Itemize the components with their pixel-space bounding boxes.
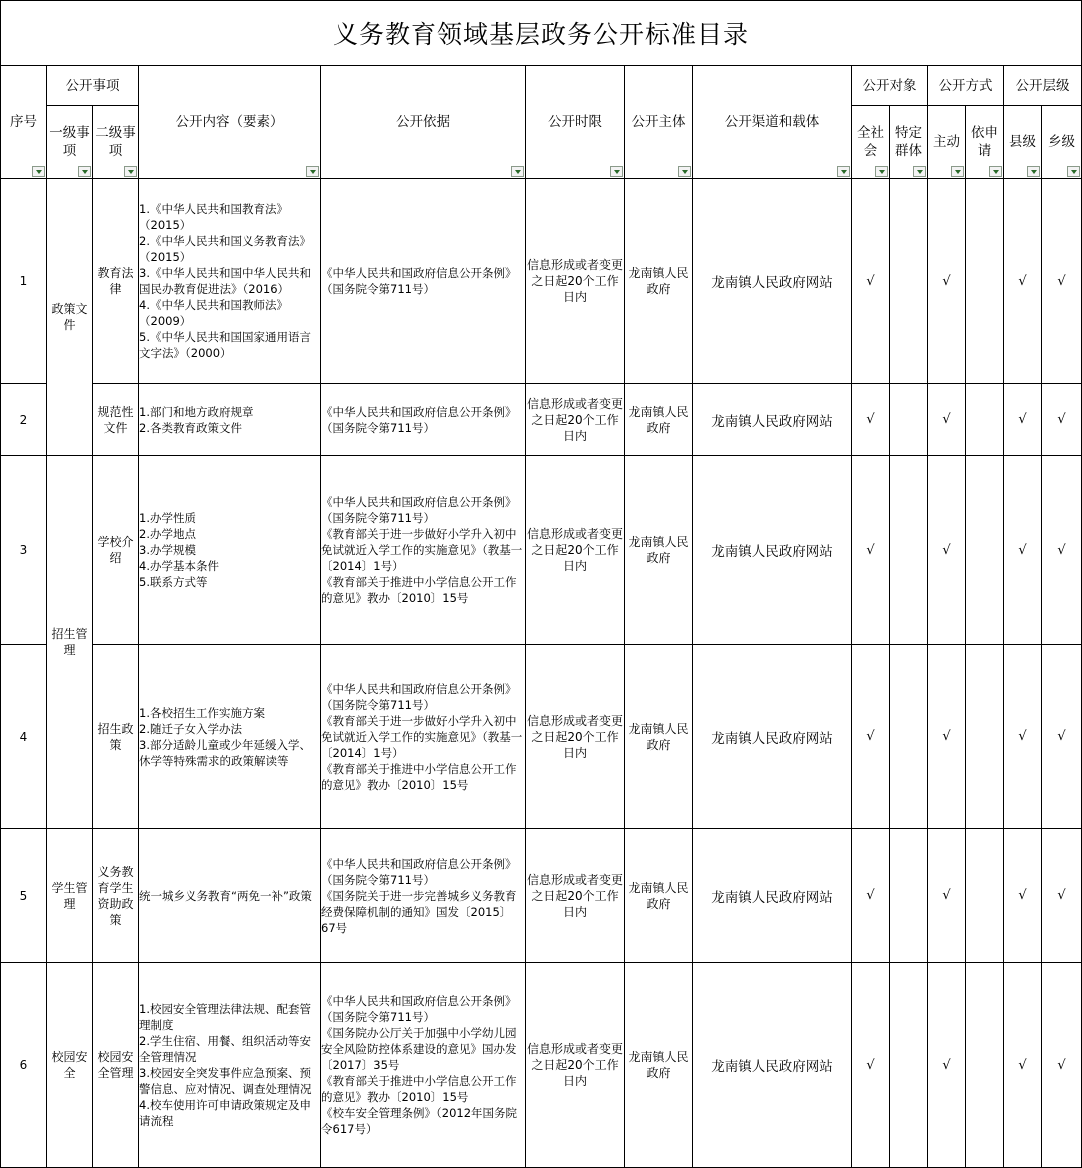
row-channel: 龙南镇人民政府网站	[693, 963, 852, 1168]
table-title-text: 义务教育领域基层政务公开标准目录	[333, 20, 750, 49]
table-title	[1, 1, 1082, 66]
row-level2: 规范性文件	[93, 384, 139, 456]
content-item: 2.各类教育政策文件	[139, 420, 242, 435]
content-item: 4.校车使用许可申请政策规定及申请流程	[139, 1098, 311, 1128]
row-subject: 龙南镇人民政府	[625, 829, 693, 963]
filter-dropdown-icon[interactable]	[1027, 166, 1040, 177]
row-target-all-check: √	[852, 456, 890, 645]
header-items-group: 公开事项	[47, 66, 139, 106]
header-content: 公开内容（要素）	[139, 66, 321, 179]
content-item: 1.校园安全管理法律法规、配套管理制度	[139, 1002, 311, 1032]
header-mode-active: 主动	[928, 106, 966, 179]
row-target-all-check: √	[852, 963, 890, 1168]
row-channel: 龙南镇人民政府网站	[693, 456, 852, 645]
basis-item: 《教育部关于推进中小学信息公开工作的意见》教办〔2010〕15号	[321, 1074, 517, 1104]
row-channel: 龙南镇人民政府网站	[693, 829, 852, 963]
header-seq: 序号	[1, 66, 47, 179]
row-mode-apply-check	[966, 645, 1004, 829]
basis-item: 《中华人民共和国政府信息公开条例》（国务院令第711号）	[321, 495, 517, 525]
row-seq: 6	[1, 963, 47, 1168]
content-item: 2.《中华人民共和国义务教育法》（2015）	[139, 234, 311, 264]
header-time-limit: 公开时限	[526, 66, 625, 179]
basis-item: 《中华人民共和国政府信息公开条例》（国务院令第711号）	[321, 404, 517, 435]
table-row	[1, 179, 1082, 384]
header-target-all: 全社会	[852, 106, 890, 179]
row-mode-active-check: √	[928, 384, 966, 456]
table-row	[1, 963, 1082, 1168]
row-level2: 招生政策	[93, 645, 139, 829]
filter-dropdown-icon[interactable]	[837, 166, 850, 177]
row-target-all-check: √	[852, 179, 890, 384]
content-item: 统一城乡义务教育“两免一补”政策	[139, 888, 312, 903]
row-time-limit: 信息形成或者变更之日起20个工作日内	[526, 645, 625, 829]
row-level-town-check: √	[1042, 179, 1082, 384]
row-subject: 龙南镇人民政府	[625, 645, 693, 829]
row-level-town-check: √	[1042, 645, 1082, 829]
header-channel: 公开渠道和载体	[693, 66, 852, 179]
row-basis	[321, 456, 526, 645]
filter-dropdown-icon[interactable]	[678, 166, 691, 177]
content-item: 3.办学规模	[139, 543, 196, 557]
header-level-county: 县级	[1004, 106, 1042, 179]
row-seq: 4	[1, 645, 47, 829]
row-target-specific-check	[890, 829, 928, 963]
row-subject: 龙南镇人民政府	[625, 456, 693, 645]
header-mode-apply: 依申请	[966, 106, 1004, 179]
content-item: 2.学生住宿、用餐、组织活动等安全管理情况	[139, 1034, 311, 1064]
basis-item: 《中华人民共和国政府信息公开条例》（国务院令第711号）	[321, 856, 517, 887]
row-content	[139, 829, 321, 963]
table-row	[1, 645, 1082, 829]
basis-item: 《中华人民共和国政府信息公开条例》（国务院令第711号）	[321, 681, 517, 712]
row-time-limit: 信息形成或者变更之日起20个工作日内	[526, 456, 625, 645]
header-level1: 一级事项	[47, 106, 93, 179]
row-time-limit: 信息形成或者变更之日起20个工作日内	[526, 384, 625, 456]
row-level-county-check: √	[1004, 829, 1042, 963]
row-target-specific-check	[890, 963, 928, 1168]
filter-dropdown-icon[interactable]	[875, 166, 888, 177]
row-seq: 2	[1, 384, 47, 456]
row-channel: 龙南镇人民政府网站	[693, 384, 852, 456]
row-time-limit: 信息形成或者变更之日起20个工作日内	[526, 179, 625, 384]
row-time-limit: 信息形成或者变更之日起20个工作日内	[526, 829, 625, 963]
row-level1: 学生管理	[47, 829, 93, 963]
row-channel: 龙南镇人民政府网站	[693, 179, 852, 384]
header-target-specific: 特定群体	[890, 106, 928, 179]
row-level1: 校园安全	[47, 963, 93, 1168]
row-basis	[321, 384, 526, 456]
header-subject: 公开主体	[625, 66, 693, 179]
basis-item: 《教育部关于推进中小学信息公开工作的意见》教办〔2010〕15号	[321, 761, 517, 792]
basis-item: 《中华人民共和国政府信息公开条例》（国务院令第711号）	[321, 994, 517, 1024]
row-mode-apply-check	[966, 456, 1004, 645]
row-level-town-check: √	[1042, 456, 1082, 645]
row-content	[139, 179, 321, 384]
filter-dropdown-icon[interactable]	[989, 166, 1002, 177]
table-row	[1, 456, 1082, 645]
row-mode-active-check: √	[928, 645, 966, 829]
row-seq: 1	[1, 179, 47, 384]
filter-dropdown-icon[interactable]	[951, 166, 964, 177]
row-level2: 义务教育学生资助政策	[93, 829, 139, 963]
filter-dropdown-icon[interactable]	[610, 166, 623, 177]
table-row	[1, 384, 1082, 456]
content-item: 1.《中华人民共和国教育法》（2015）	[139, 202, 288, 232]
row-level-county-check: √	[1004, 179, 1042, 384]
row-mode-active-check: √	[928, 179, 966, 384]
basis-item: 《国务院办公厅关于加强中小学幼儿园安全风险防控体系建设的意见》国办发〔2017〕35号	[321, 1026, 517, 1072]
row-channel: 龙南镇人民政府网站	[693, 645, 852, 829]
filter-dropdown-icon[interactable]	[78, 166, 91, 177]
row-mode-active-check: √	[928, 829, 966, 963]
content-item: 3.《中华人民共和国中华人民共和国民办教育促进法》（2016）	[139, 266, 311, 296]
content-item: 2.办学地点	[139, 527, 196, 541]
row-seq: 3	[1, 456, 47, 645]
row-basis	[321, 645, 526, 829]
row-target-specific-check	[890, 384, 928, 456]
filter-dropdown-icon[interactable]	[32, 166, 45, 177]
header-basis: 公开依据	[321, 66, 526, 179]
content-item: 3.校园安全突发事件应急预案、预警信息、应对情况、调查处理情况	[139, 1066, 312, 1096]
content-item: 5.《中华人民共和国国家通用语言文字法》（2000）	[139, 330, 311, 360]
row-target-specific-check	[890, 179, 928, 384]
row-subject: 龙南镇人民政府	[625, 384, 693, 456]
row-mode-active-check: √	[928, 963, 966, 1168]
row-level-county-check: √	[1004, 645, 1042, 829]
row-target-specific-check	[890, 645, 928, 829]
row-mode-apply-check	[966, 829, 1004, 963]
row-mode-apply-check	[966, 963, 1004, 1168]
content-item: 5.联系方式等	[139, 575, 208, 589]
row-level1: 政策文件	[47, 179, 93, 456]
row-target-all-check: √	[852, 384, 890, 456]
row-content	[139, 456, 321, 645]
row-basis	[321, 829, 526, 963]
row-target-specific-check	[890, 456, 928, 645]
row-subject: 龙南镇人民政府	[625, 963, 693, 1168]
header-level2: 二级事项	[93, 106, 139, 179]
table-row	[1, 829, 1082, 963]
content-item: 3.部分适龄儿童或少年延缓入学、休学等特殊需求的政策解读等	[139, 737, 311, 768]
filter-dropdown-icon[interactable]	[1067, 166, 1080, 177]
row-mode-apply-check	[966, 179, 1004, 384]
row-level-town-check: √	[1042, 384, 1082, 456]
header-level-town: 乡级	[1042, 106, 1082, 179]
basis-item: 《国务院关于进一步完善城乡义务教育经费保障机制的通知》国发〔2015〕67号	[321, 888, 517, 935]
row-subject: 龙南镇人民政府	[625, 179, 693, 384]
filter-dropdown-icon[interactable]	[124, 166, 137, 177]
content-item: 4.办学基本条件	[139, 559, 219, 573]
content-item: 4.《中华人民共和国教师法》（2009）	[139, 298, 288, 328]
content-item: 2.随迁子女入学办法	[139, 721, 242, 736]
basis-item: 《校车安全管理条例》（2012年国务院令617号）	[321, 1106, 518, 1136]
basis-item: 《教育部关于进一步做好小学升入初中免试就近入学工作的实施意见》（教基一〔2014〕1号）	[321, 713, 523, 760]
filter-dropdown-icon[interactable]	[913, 166, 926, 177]
row-seq: 5	[1, 829, 47, 963]
row-mode-active-check: √	[928, 456, 966, 645]
content-item: 1.办学性质	[139, 511, 196, 525]
row-time-limit: 信息形成或者变更之日起20个工作日内	[526, 963, 625, 1168]
row-level-county-check: √	[1004, 456, 1042, 645]
row-level-county-check: √	[1004, 963, 1042, 1168]
row-basis	[321, 963, 526, 1168]
row-mode-apply-check	[966, 384, 1004, 456]
row-content	[139, 963, 321, 1168]
row-level2: 校园安全管理	[93, 963, 139, 1168]
header-level-group: 公开层级	[1004, 66, 1082, 106]
row-level1: 招生管理	[47, 456, 93, 829]
basis-item: 《教育部关于进一步做好小学升入初中免试就近入学工作的实施意见》（教基一〔2014〕1号）	[321, 527, 523, 573]
row-target-all-check: √	[852, 829, 890, 963]
content-item: 1.部门和地方政府规章	[139, 404, 254, 419]
row-content	[139, 645, 321, 829]
row-level-town-check: √	[1042, 963, 1082, 1168]
row-level-town-check: √	[1042, 829, 1082, 963]
row-level2: 学校介绍	[93, 456, 139, 645]
row-level2: 教育法律	[93, 179, 139, 384]
row-level-county-check: √	[1004, 384, 1042, 456]
content-item: 1.各校招生工作实施方案	[139, 705, 265, 720]
filter-dropdown-icon[interactable]	[306, 166, 319, 177]
row-target-all-check: √	[852, 645, 890, 829]
header-mode-group: 公开方式	[928, 66, 1004, 106]
filter-dropdown-icon[interactable]	[511, 166, 524, 177]
header-target-group: 公开对象	[852, 66, 928, 106]
basis-item: 《教育部关于推进中小学信息公开工作的意见》教办〔2010〕15号	[321, 575, 517, 605]
basis-item: 《中华人民共和国政府信息公开条例》（国务院令第711号）	[321, 266, 517, 296]
row-content	[139, 384, 321, 456]
row-basis	[321, 179, 526, 384]
